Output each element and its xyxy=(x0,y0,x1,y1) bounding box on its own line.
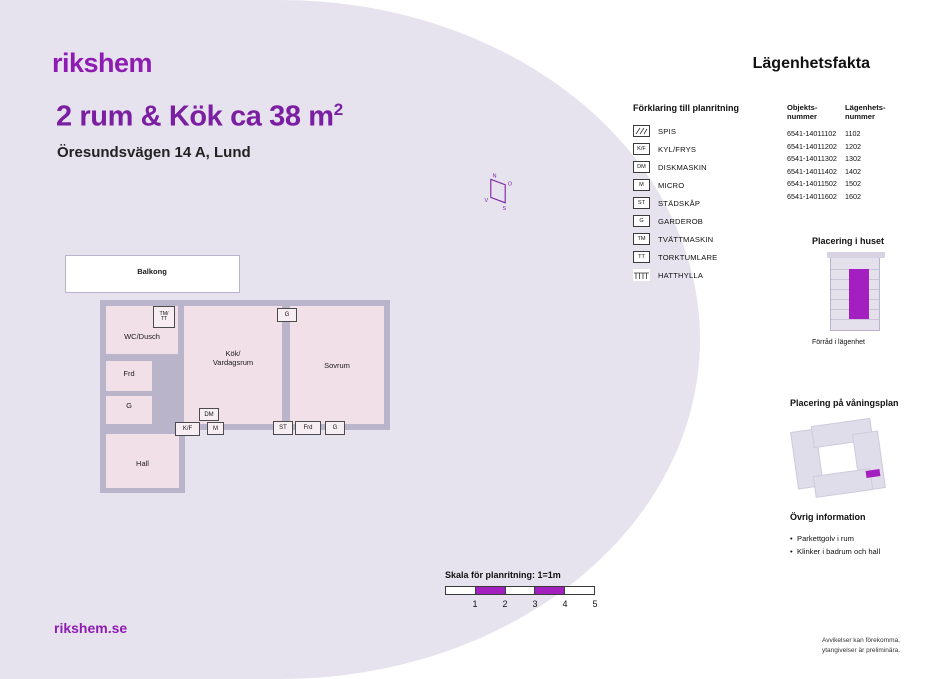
room-label-frd: Frd xyxy=(123,369,135,378)
cell-objektsnummer: 6541-14011302 xyxy=(787,154,837,164)
compass-icon xyxy=(480,172,516,212)
building-diagram xyxy=(830,256,880,331)
scale-tick: 2 xyxy=(502,599,508,609)
other-info-heading: Övrig information xyxy=(790,512,866,522)
wardrobe-icon: G xyxy=(633,215,650,227)
floor-plan xyxy=(95,250,395,500)
placement-house-heading: Placering i huset xyxy=(812,236,885,246)
appliance-st: ST xyxy=(273,421,293,435)
appliance-m: M xyxy=(207,422,224,435)
cell-lagenhetsnummer: 1402 xyxy=(845,166,861,176)
room-label-g-left: G xyxy=(126,401,132,410)
scale-bar xyxy=(445,586,595,595)
fridge-freezer-icon: K/F xyxy=(633,143,650,155)
scale-tick: 3 xyxy=(532,599,538,609)
scale-tick: 5 xyxy=(592,599,598,609)
cell-objektsnummer: 6541-14011102 xyxy=(787,128,837,138)
room-label-kok-vardagsrum: Kök/ Vardagsrum xyxy=(212,349,254,367)
facts-heading: Lägenhetsfakta xyxy=(752,55,870,72)
scale-label: Skala för planritning: 1=1m xyxy=(445,570,561,580)
other-info-block xyxy=(790,512,940,559)
room-label-balkong: Balkong xyxy=(137,267,167,276)
svg-text:S: S xyxy=(502,206,507,212)
website-link[interactable]: rikshem.se xyxy=(54,620,128,636)
appliance-dm: DM xyxy=(199,408,219,421)
legend-item-micro xyxy=(633,176,783,194)
building-roof xyxy=(827,252,885,258)
cell-objektsnummer: 6541-14011502 xyxy=(787,179,837,189)
legend-label: HATTHYLLA xyxy=(658,270,704,280)
cell-lagenhetsnummer: 1302 xyxy=(845,154,861,164)
placement-house-caption: Förråd i lägenhet xyxy=(812,339,865,346)
svg-text:V: V xyxy=(484,197,489,204)
legend-label: KYL/FRYS xyxy=(658,144,697,154)
scale-ticks xyxy=(445,599,598,611)
legend-heading: Förklaring till planritning xyxy=(633,103,740,113)
room-label-sovrum: Sovrum xyxy=(324,361,350,370)
appliance-kf: K/F xyxy=(175,422,200,436)
scale-segment xyxy=(476,587,506,594)
rikshem-logo: rikshem xyxy=(52,48,153,78)
other-info-item: • Parkettgolv i rum xyxy=(790,532,940,545)
column-header-objektsnummer: Objekts- nummer xyxy=(787,103,818,122)
legend-item-spis xyxy=(633,122,783,140)
page-title-superscript: 2 xyxy=(333,100,343,119)
svg-text:O: O xyxy=(507,181,513,188)
appliance-g-top: G xyxy=(277,308,297,322)
cell-lagenhetsnummer: 1602 xyxy=(845,191,861,201)
placement-floor-block xyxy=(790,398,940,498)
legend-item-diskmaskin xyxy=(633,158,783,176)
disclaimer-text: Avvikelser kan förekomma, ytangivelser är preliminära. xyxy=(822,637,901,654)
legend-label: DISKMASKIN xyxy=(658,162,707,172)
legend-label: SPIS xyxy=(658,126,677,136)
microwave-icon: M xyxy=(633,179,650,191)
cell-lagenhetsnummer: 1502 xyxy=(845,179,861,189)
appliance-tm-tt: TM/ TT xyxy=(153,306,175,328)
legend-label: GARDEROB xyxy=(658,216,704,226)
other-info-list xyxy=(790,532,940,559)
building-floor-line xyxy=(831,319,879,320)
page-title-text: 2 rum & Kök ca 38 m xyxy=(56,100,334,133)
scale-segment xyxy=(565,587,594,594)
legend-block xyxy=(633,103,783,284)
cell-objektsnummer: 6541-14011202 xyxy=(787,141,837,151)
scale-tick: 1 xyxy=(472,599,478,609)
dishwasher-icon: DM xyxy=(633,161,650,173)
svg-text:N: N xyxy=(492,173,497,180)
legend-label: MICRO xyxy=(658,180,685,190)
legend-label: STÄDSKÅP xyxy=(658,198,701,208)
cell-objektsnummer: 6541-14011402 xyxy=(787,166,837,176)
legend-item-garderob xyxy=(633,212,783,230)
scale-segment xyxy=(446,587,476,594)
stove-icon xyxy=(633,125,650,137)
column-header-lagenhetsnummer: Lägenhets- nummer xyxy=(845,103,886,122)
scale-bar-group xyxy=(445,570,598,611)
appliance-g-right: G xyxy=(325,421,345,435)
legend-item-kyl-frys xyxy=(633,140,783,158)
placement-floor-heading: Placering på våningsplan xyxy=(790,398,899,408)
address: Öresundsvägen 14 A, Lund xyxy=(57,144,251,161)
floor-level-diagram xyxy=(790,418,910,498)
room-label-hall: Hall xyxy=(136,459,149,468)
appliance-frd-right: Frd xyxy=(295,421,321,435)
page-title xyxy=(56,100,343,134)
legend-label: TVÄTTMASKIN xyxy=(658,234,714,244)
scale-segment xyxy=(506,587,536,594)
washing-machine-icon: TM xyxy=(633,233,650,245)
legend-label: TORKTUMLARE xyxy=(658,252,718,262)
room-label-wc-dusch: WC/Dusch xyxy=(124,332,160,341)
scale-segment xyxy=(535,587,565,594)
numbers-table xyxy=(787,103,937,204)
legend-item-torktumlare xyxy=(633,248,783,266)
apartment-highlight xyxy=(849,269,869,319)
legend-item-hatthylla xyxy=(633,266,783,284)
other-info-item: • Klinker i badrum och hall xyxy=(790,545,940,558)
legend-item-tvattmaskin xyxy=(633,230,783,248)
tumble-dryer-icon: TT xyxy=(633,251,650,263)
hat-shelf-icon xyxy=(633,269,650,281)
scale-tick: 4 xyxy=(562,599,568,609)
placement-house-block xyxy=(812,236,942,346)
cell-objektsnummer: 6541-14011602 xyxy=(787,191,837,201)
cleaning-closet-icon: ST xyxy=(633,197,650,209)
legend-item-stadskap xyxy=(633,194,783,212)
cell-lagenhetsnummer: 1202 xyxy=(845,141,861,151)
cell-lagenhetsnummer: 1102 xyxy=(845,128,861,138)
